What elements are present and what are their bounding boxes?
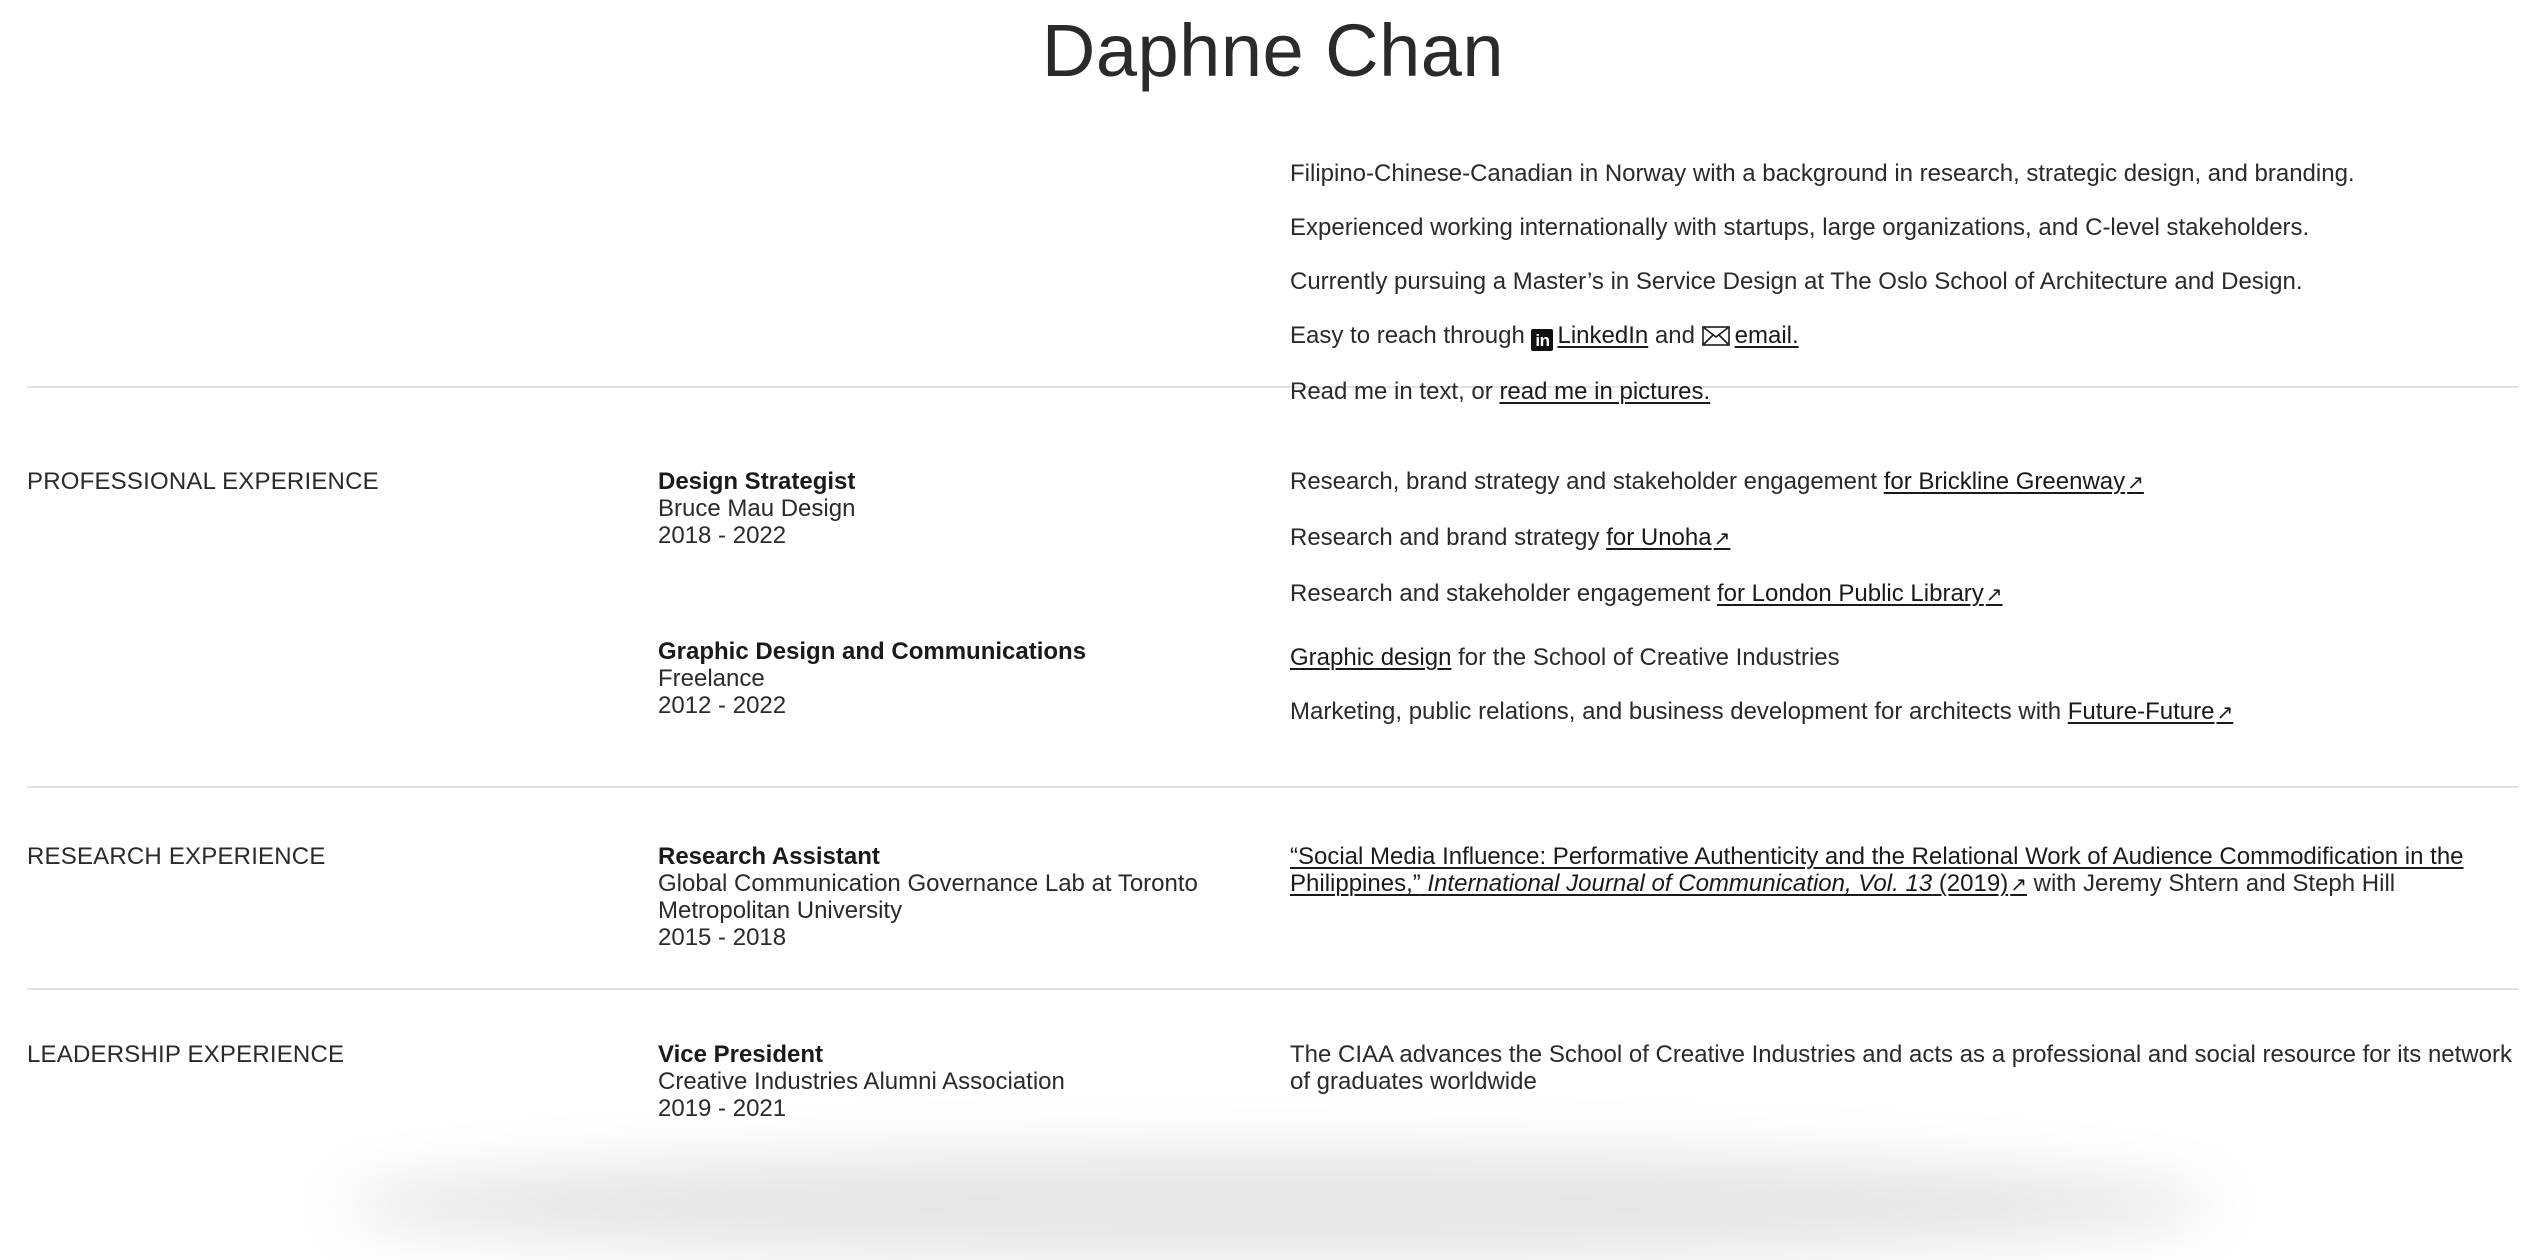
graphic-design-link[interactable]: Graphic design xyxy=(1290,644,1452,671)
role-spacer xyxy=(658,549,1290,638)
role-design-strategist xyxy=(658,468,1290,549)
intro-line-current-study: Currently pursuing a Master’s in Service Design at The Oslo School of Architecture and Design. xyxy=(1290,268,2303,295)
role-title: Design Strategist xyxy=(658,468,856,495)
read-me-in-pictures-link[interactable]: read me in pictures. xyxy=(1499,378,1711,405)
project-description: Marketing, public relations, and business development for architects with xyxy=(1290,698,2062,725)
external-link-icon: ↗ xyxy=(1985,584,2003,606)
intro-line-experience: Experienced working internationally with startups, large organizations, and C-level stakeholders. xyxy=(1290,214,2310,241)
role-years: 2015 - 2018 xyxy=(658,924,787,951)
role-research-assistant xyxy=(658,843,1290,988)
project-group-spacer xyxy=(1290,636,2519,644)
role-years: 2019 - 2021 xyxy=(658,1095,787,1122)
ciaa-description: The CIAA advances the School of Creative Industries and acts as a professional and social resource for its network of graduates worldwide xyxy=(1290,1041,2512,1095)
project-link-label: for Unoha xyxy=(1606,524,1712,551)
intro-spacer-middle xyxy=(658,160,1290,405)
project-item xyxy=(1290,468,2519,497)
external-link-icon: ↗ xyxy=(1713,528,1731,550)
linkedin-icon: in xyxy=(1531,329,1553,351)
publication-year: (2019) xyxy=(1938,870,2009,897)
project-item xyxy=(1290,524,2519,553)
role-org: Creative Industries Alumni Association xyxy=(658,1068,1065,1095)
project-description: for the School of Creative Industries xyxy=(1458,644,1840,671)
role-years: 2012 - 2022 xyxy=(658,692,787,719)
role-title: Graphic Design and Communications xyxy=(658,638,1087,665)
project-item xyxy=(1290,644,2519,671)
resume-page xyxy=(27,0,2519,1122)
role-org: Freelance xyxy=(658,665,765,692)
email-label: email. xyxy=(1734,322,1799,349)
role-vice-president xyxy=(658,1041,1290,1122)
intro-line-background: Filipino-Chinese-Canadian in Norway with a background in research, strategic design, and branding. xyxy=(1290,160,2355,187)
external-link-icon: ↗ xyxy=(2127,472,2144,494)
project-link-label: for London Public Library xyxy=(1716,580,1984,607)
envelope-icon xyxy=(1702,326,1730,346)
brickline-greenway-link[interactable] xyxy=(1884,468,2144,495)
linkedin-label: LinkedIn xyxy=(1557,322,1649,349)
professional-experience-section xyxy=(27,388,2519,788)
coauthors: with Jeremy Shtern and Steph Hill xyxy=(2033,870,2396,897)
intro-line-contact xyxy=(1290,322,2519,351)
bottom-floating-shadow xyxy=(340,1150,2216,1260)
professional-projects xyxy=(1290,468,2519,786)
project-description: Research and brand strategy xyxy=(1290,524,1600,551)
project-link-label: for Brickline Greenway xyxy=(1883,468,2126,495)
external-link-icon: ↗ xyxy=(2216,702,2234,724)
professional-roles xyxy=(658,468,1290,786)
external-link-icon: ↗ xyxy=(2010,874,2027,896)
role-graphic-design xyxy=(658,638,1290,719)
intro-text xyxy=(1290,160,2519,405)
intro-section xyxy=(27,100,2519,405)
project-description: Research and stakeholder engagement xyxy=(1290,580,1711,607)
role-title: Research Assistant xyxy=(658,843,880,870)
publication-citation xyxy=(1290,843,2519,899)
intro-spacer-left xyxy=(27,160,658,405)
section-label-professional: PROFESSIONAL EXPERIENCE xyxy=(27,468,379,495)
london-public-library-link[interactable] xyxy=(1717,580,2003,607)
contact-prefix: Easy to reach through xyxy=(1290,322,1525,349)
project-description: Research, brand strategy and stakeholder engagement xyxy=(1290,468,1878,495)
article-title: “Social Media Influence: Performative Authenticity and the Relational Work of Audience Commodification in the Philippines,” xyxy=(1290,843,2464,897)
project-link-label: Future-Future xyxy=(2067,698,2215,725)
section-label-leadership: LEADERSHIP EXPERIENCE xyxy=(27,1041,345,1068)
leadership-description xyxy=(1290,1041,2519,1122)
email-link[interactable] xyxy=(1702,322,1799,349)
role-title: Vice President xyxy=(658,1041,823,1068)
role-org: Bruce Mau Design xyxy=(658,495,856,522)
page-title: Daphne Chan xyxy=(1041,9,1505,92)
research-experience-section xyxy=(27,788,2519,990)
readme-prefix: Read me in text, or xyxy=(1290,378,1493,405)
unoha-link[interactable] xyxy=(1606,524,1730,551)
section-label-research: RESEARCH EXPERIENCE xyxy=(27,843,326,870)
project-item xyxy=(1290,580,2519,609)
role-org-continued: Metropolitan University xyxy=(658,897,903,924)
linkedin-link[interactable] xyxy=(1531,322,1648,349)
publication xyxy=(1290,843,2519,988)
journal-name: International Journal of Communication, Vol. 13 xyxy=(1427,870,1933,897)
leadership-experience-section xyxy=(27,990,2519,1122)
contact-joiner: and xyxy=(1654,322,1695,349)
role-org: Global Communication Governance Lab at Toronto xyxy=(658,870,1198,897)
future-future-link[interactable] xyxy=(2068,698,2233,725)
role-years: 2018 - 2022 xyxy=(658,522,787,549)
project-item xyxy=(1290,698,2519,727)
intro-line-readme xyxy=(1290,378,2519,405)
